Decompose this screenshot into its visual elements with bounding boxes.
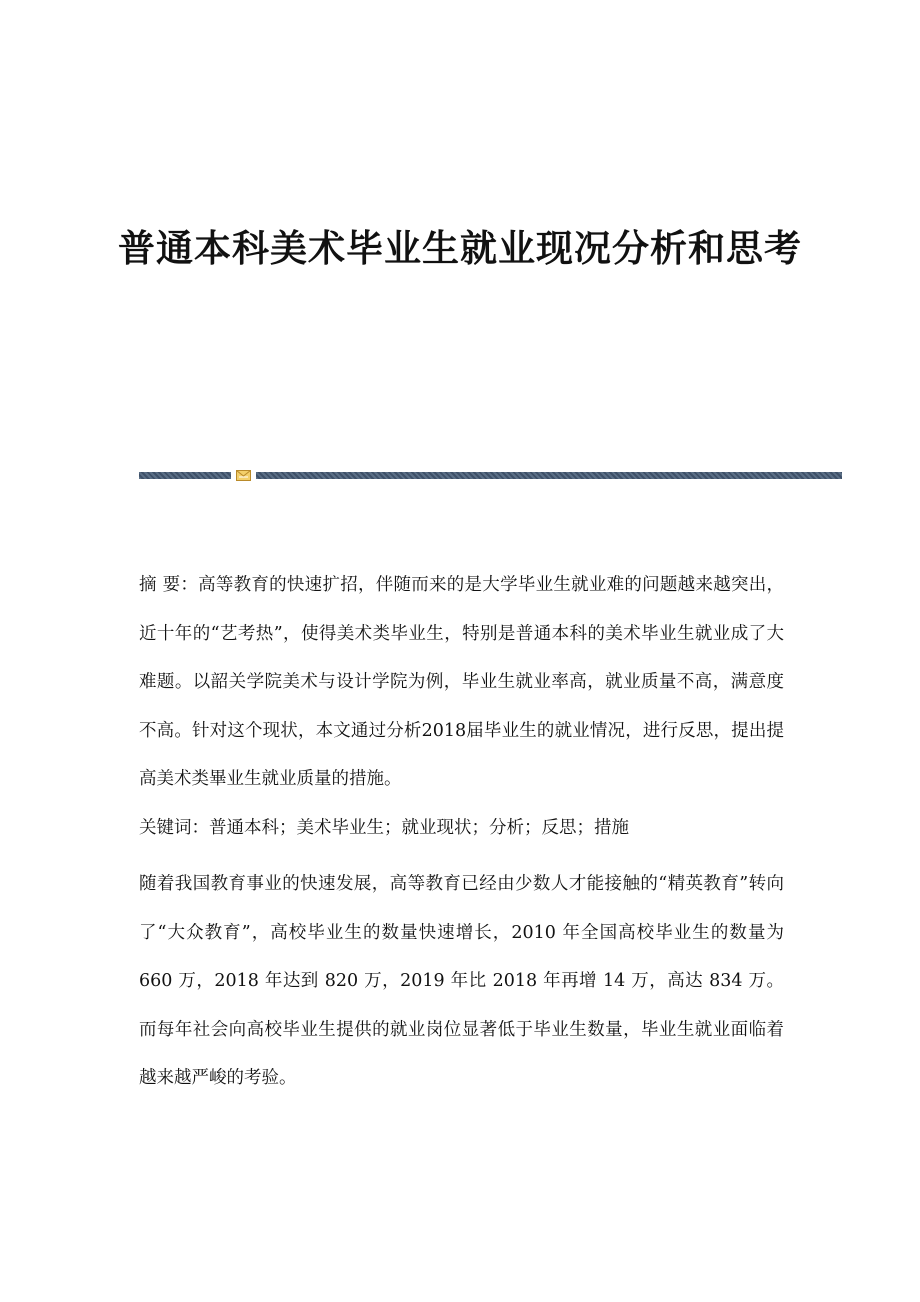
title-divider: [139, 469, 842, 483]
envelope-icon: [236, 469, 251, 482]
keywords-line: 关键词：普通本科；美术毕业生；就业现状；分析；反思；措施: [139, 818, 629, 838]
document-title: 普通本科美术毕业生就业现况分析和思考: [118, 226, 802, 270]
abstract-paragraph: 摘 要：高等教育的快速扩招，伴随而来的是大学毕业生就业难的问题越来越突出，近十年的“艺考热”，使得美术类毕业生，特别是普通本科的美术毕业生就业成了大难题。以韶关学院美术与设计学院为例，毕业生就业率高，就业质量不高，满意度不高。针对这个现状，本文通过分析2018届毕业生的就业情况，进行反思，提出提高美术类畢业生就业质量的措施。: [139, 575, 784, 789]
divider-bar-left: [139, 472, 231, 479]
body-paragraph: 随着我国教育事业的快速发展，高等教育已经由少数人才能接触的“精英教育”转向了“大众教育”，高校毕业生的数量快速增长，2010 年全国高校毕业生的数量为 660 万，2018 年达到 820 万，2019 年比 2018 年再增 14 万，高达 834 万。而每年社会向高校毕业生提供的就业岗位显著低于毕业生数量，毕业生就业面临着越来越严峻的考验。: [139, 874, 784, 1088]
divider-bar-right: [256, 472, 842, 479]
